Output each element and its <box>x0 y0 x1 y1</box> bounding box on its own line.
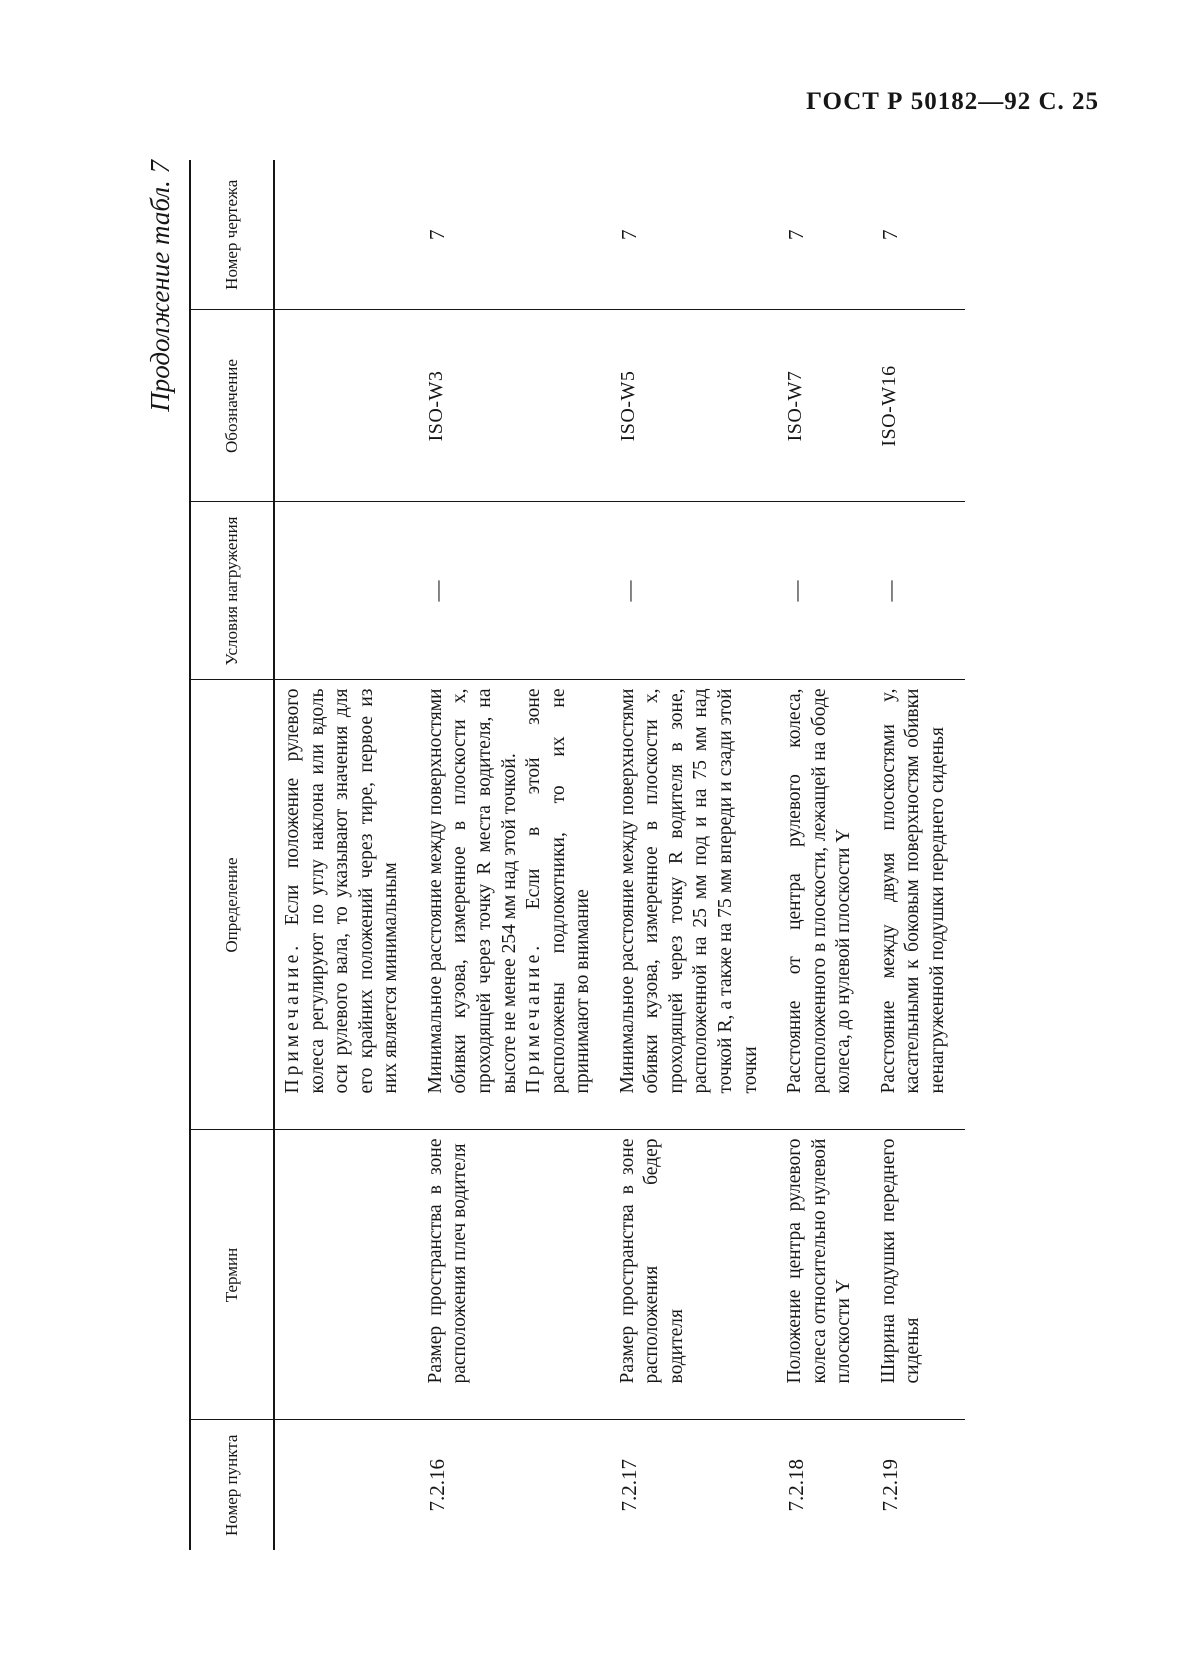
item-designation: ISO-W7 <box>777 310 871 502</box>
col-header-definition: Определение <box>190 680 274 1130</box>
table-row-continuation <box>274 160 418 1550</box>
item-load: — <box>871 502 965 680</box>
item-definition: Расстояние между двумя плоскостями y, касательными к боковым поверхностям обивки ненагруженной подушки переднего сиденья <box>871 680 965 1130</box>
item-designation: ISO-W16 <box>871 310 965 502</box>
note-label: Примечание. <box>523 941 545 1094</box>
item-load: — <box>610 502 777 680</box>
item-number: 7.2.17 <box>616 1459 641 1512</box>
item-designation: ISO-W5 <box>610 310 777 502</box>
item-drawing: 7 <box>871 160 965 310</box>
col-header-term: Термин <box>190 1130 274 1420</box>
table-row <box>610 160 777 1550</box>
item-definition: Минимальное расстояние между поверхностями обивки кузова, измеренное в плоскости x, проходящей через точку R водителя в зоне, расположенной на 25 мм под и на 75 мм над точкой R, а также на 75 мм впереди и сзади этой точки <box>610 680 777 1130</box>
item-drawing: 7 <box>610 160 777 310</box>
item-number: 7.2.18 <box>784 1459 809 1512</box>
definitions-table <box>189 160 965 1550</box>
table-row <box>418 160 610 1550</box>
table-header-row <box>190 160 274 1550</box>
item-definition: Минимальное расстояние между поверхностями обивки кузова, измеренное в плоскости x, проходящей через точку R места водителя, на высоте не менее 254 мм над этой точкой. Примечание. Если в этой зоне расположены подлокотники, то их не принимают во внимание <box>418 680 610 1130</box>
note-text: Если в этой зоне расположены подлокотники, то их не принимают во внимание <box>523 688 594 1094</box>
col-header-drawing: Номер чертежа <box>190 160 274 310</box>
table-row <box>871 160 965 1550</box>
item-number: 7.2.16 <box>424 1459 449 1512</box>
note-text: Если положение рулевого колеса регулируют по углу наклона или вдоль оси рулевого вала, то указывают значения для его крайних положений через тире, первое из них является минимальным <box>282 688 402 1094</box>
item-term: Ширина подушки переднего сиденья <box>871 1130 965 1420</box>
page-header: ГОСТ Р 50182—92 С. 25 <box>806 88 1099 115</box>
col-header-number: Номер пункта <box>190 1420 274 1550</box>
table-caption: Продолжение табл. 7 <box>145 160 175 412</box>
item-load: — <box>418 502 610 680</box>
item-load: — <box>777 502 871 680</box>
item-drawing: 7 <box>418 160 610 310</box>
item-designation: ISO-W3 <box>418 310 610 502</box>
table-row <box>777 160 871 1550</box>
item-term: Положение центра рулевого колеса относительно нулевой плоскости Y <box>777 1130 871 1420</box>
rotated-table-block <box>145 160 1065 1550</box>
note-label: Примечание. <box>282 941 303 1094</box>
col-header-designation: Обозначение <box>190 310 274 502</box>
item-term: Размер пространства в зоне расположения бедер водителя <box>610 1130 777 1420</box>
col-header-load: Условия нагружения <box>190 502 274 680</box>
item-term: Размер пространства в зоне расположения плеч водителя <box>418 1130 610 1420</box>
item-number: 7.2.19 <box>877 1459 902 1512</box>
item-drawing: 7 <box>777 160 871 310</box>
continuation-note <box>274 680 418 1130</box>
item-definition: Расстояние от центра рулевого колеса, расположенного в плоскости, лежащей на ободе колеса, до нулевой плоскости Y <box>777 680 871 1130</box>
